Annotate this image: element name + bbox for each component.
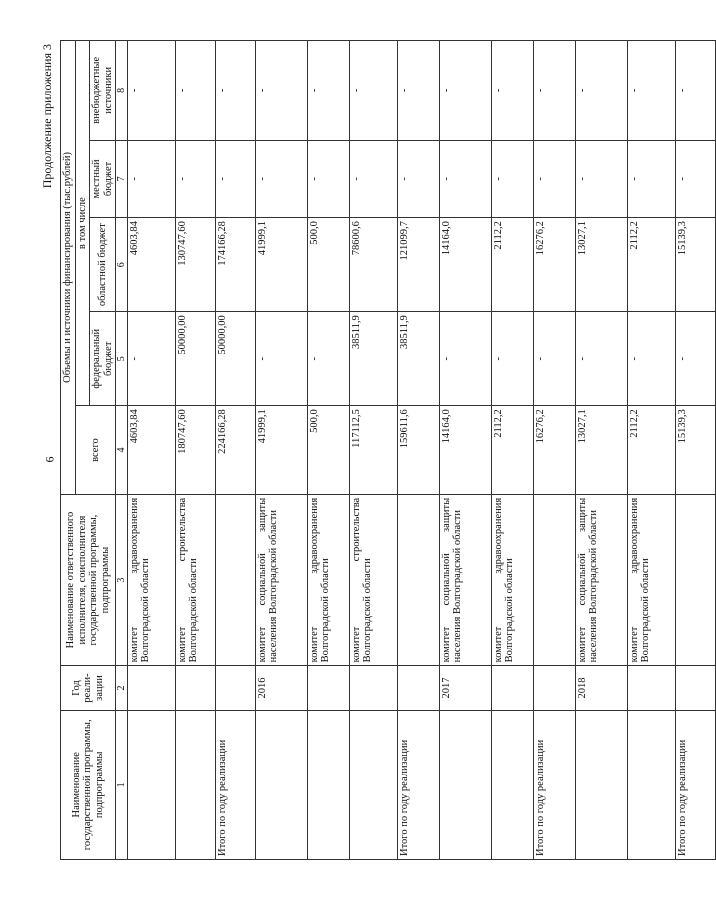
col-number: 2 xyxy=(116,666,128,710)
row-executor xyxy=(398,494,440,666)
row-extrabudget: - xyxy=(308,41,350,141)
row-total: 180747,60 xyxy=(176,406,216,495)
row-federal: - xyxy=(256,312,308,406)
row-name xyxy=(350,710,398,859)
row-local: - xyxy=(440,140,492,217)
row-regional: 14164,0 xyxy=(440,218,492,312)
row-name xyxy=(176,710,216,859)
row-local: - xyxy=(492,140,534,217)
row-name xyxy=(128,710,176,859)
row-year xyxy=(492,666,534,710)
row-local: - xyxy=(398,140,440,217)
row-regional: 2112,2 xyxy=(492,218,534,312)
row-year: 2018 xyxy=(576,666,628,710)
row-name: Итого по году реализации xyxy=(534,710,576,859)
row-extrabudget: - xyxy=(350,41,398,141)
header-federal: федеральный бюджет xyxy=(90,312,116,406)
row-year: 2017 xyxy=(440,666,492,710)
row-local: - xyxy=(676,140,716,217)
row-total: 2112,2 xyxy=(492,406,534,495)
row-executor: комитет здравоохранения Волгоградской области xyxy=(128,494,176,666)
row-total: 16276,2 xyxy=(534,406,576,495)
row-name: Итого по году реализации xyxy=(676,710,716,859)
table-row xyxy=(628,41,676,860)
table-row xyxy=(308,41,350,860)
row-local: - xyxy=(256,140,308,217)
row-regional: 2112,2 xyxy=(628,218,676,312)
row-extrabudget: - xyxy=(216,41,256,141)
row-executor xyxy=(216,494,256,666)
row-name xyxy=(256,710,308,859)
table-row xyxy=(492,41,534,860)
row-year xyxy=(308,666,350,710)
header-local: местный бюджет xyxy=(90,140,116,217)
row-total: 15139,3 xyxy=(676,406,716,495)
row-extrabudget: - xyxy=(398,41,440,141)
row-total: 41999,1 xyxy=(256,406,308,495)
col-number: 7 xyxy=(116,140,128,217)
row-extrabudget: - xyxy=(176,41,216,141)
table-row-total xyxy=(398,41,440,860)
row-federal: 50000,00 xyxy=(216,312,256,406)
row-regional: 500,0 xyxy=(308,218,350,312)
row-year xyxy=(628,666,676,710)
row-year xyxy=(350,666,398,710)
row-name: Итого по году реализации xyxy=(398,710,440,859)
row-year xyxy=(534,666,576,710)
row-federal: - xyxy=(128,312,176,406)
row-local: - xyxy=(576,140,628,217)
table-body xyxy=(128,41,716,860)
row-federal: - xyxy=(440,312,492,406)
row-name xyxy=(492,710,534,859)
table-row xyxy=(350,41,398,860)
row-regional: 4603,84 xyxy=(128,218,176,312)
row-extrabudget: - xyxy=(492,41,534,141)
row-name: Итого по году реализации xyxy=(216,710,256,859)
row-federal: - xyxy=(534,312,576,406)
row-total: 500,0 xyxy=(308,406,350,495)
row-regional: 121099,7 xyxy=(398,218,440,312)
table-row-total xyxy=(534,41,576,860)
col-number: 1 xyxy=(116,710,128,859)
table-row xyxy=(256,41,308,860)
row-executor: комитет здравоохранения Волгоградской области xyxy=(308,494,350,666)
col-number: 5 xyxy=(116,312,128,406)
row-total: 14164,0 xyxy=(440,406,492,495)
table-row xyxy=(176,41,216,860)
row-local: - xyxy=(308,140,350,217)
header-regional: областной бюджет xyxy=(90,218,116,312)
header-executor: Наименование ответственного исполнителя, соисполнителя государственной программы, подпрограммы xyxy=(61,494,116,666)
row-year xyxy=(398,666,440,710)
row-regional: 13027,1 xyxy=(576,218,628,312)
row-executor xyxy=(676,494,716,666)
row-extrabudget: - xyxy=(576,41,628,141)
row-local: - xyxy=(628,140,676,217)
col-number: 6 xyxy=(116,218,128,312)
row-local: - xyxy=(128,140,176,217)
table-row-total xyxy=(676,41,716,860)
row-year xyxy=(676,666,716,710)
row-extrabudget: - xyxy=(440,41,492,141)
row-year xyxy=(128,666,176,710)
row-local: - xyxy=(534,140,576,217)
row-regional: 174166,28 xyxy=(216,218,256,312)
row-total: 13027,1 xyxy=(576,406,628,495)
row-executor: комитет здравоохранения Волгоградской области xyxy=(628,494,676,666)
row-federal: 38511,9 xyxy=(350,312,398,406)
header-extrabudget: внебюджетные источники xyxy=(90,41,116,141)
col-number: 8 xyxy=(116,41,128,141)
row-regional: 15139,3 xyxy=(676,218,716,312)
row-extrabudget: - xyxy=(628,41,676,141)
row-year: 2016 xyxy=(256,666,308,710)
col-number: 4 xyxy=(116,406,128,495)
row-name xyxy=(576,710,628,859)
row-year xyxy=(176,666,216,710)
row-federal: 50000,00 xyxy=(176,312,216,406)
row-regional: 41999,1 xyxy=(256,218,308,312)
row-extrabudget: - xyxy=(676,41,716,141)
row-federal: - xyxy=(308,312,350,406)
row-regional: 130747,60 xyxy=(176,218,216,312)
table-row xyxy=(440,41,492,860)
row-executor: комитет строительства Волгоградской области xyxy=(176,494,216,666)
row-name xyxy=(628,710,676,859)
row-local: - xyxy=(176,140,216,217)
row-federal: - xyxy=(628,312,676,406)
row-extrabudget: - xyxy=(534,41,576,141)
table-row xyxy=(128,41,176,860)
row-local: - xyxy=(350,140,398,217)
row-local: - xyxy=(216,140,256,217)
row-executor: комитет социальной защиты населения Волгоградской области xyxy=(256,494,308,666)
row-federal: 38511,9 xyxy=(398,312,440,406)
row-executor: комитет строительства Волгоградской области xyxy=(350,494,398,666)
row-extrabudget: - xyxy=(256,41,308,141)
row-regional: 78600,6 xyxy=(350,218,398,312)
row-federal: - xyxy=(676,312,716,406)
row-name xyxy=(440,710,492,859)
header-financing-group: Объемы и источники финансирования (тыс.рублей) xyxy=(61,41,76,495)
row-name xyxy=(308,710,350,859)
row-total: 224166,28 xyxy=(216,406,256,495)
row-total: 4603,84 xyxy=(128,406,176,495)
table-row-total xyxy=(216,41,256,860)
header-total: всего xyxy=(75,406,116,495)
financing-table xyxy=(60,40,716,860)
row-extrabudget: - xyxy=(128,41,176,141)
row-regional: 16276,2 xyxy=(534,218,576,312)
row-total: 159611,6 xyxy=(398,406,440,495)
header-including: в том числе xyxy=(75,41,90,406)
header-program-name: Наименование государственной программы, подпрограммы xyxy=(61,710,116,859)
row-executor: комитет здравоохранения Волгоградской области xyxy=(492,494,534,666)
header-year: Год реали-зации xyxy=(61,666,116,710)
row-executor: комитет социальной защиты населения Волгоградской области xyxy=(576,494,628,666)
row-total: 2112,2 xyxy=(628,406,676,495)
row-federal: - xyxy=(492,312,534,406)
page-number: 6 xyxy=(42,456,57,463)
row-federal: - xyxy=(576,312,628,406)
row-year xyxy=(216,666,256,710)
col-number: 3 xyxy=(116,494,128,666)
row-executor: комитет социальной защиты населения Волгоградской области xyxy=(440,494,492,666)
appendix-label: Продолжение приложения 3 xyxy=(40,44,54,189)
table-row xyxy=(576,41,628,860)
row-executor xyxy=(534,494,576,666)
row-total: 117112,5 xyxy=(350,406,398,495)
